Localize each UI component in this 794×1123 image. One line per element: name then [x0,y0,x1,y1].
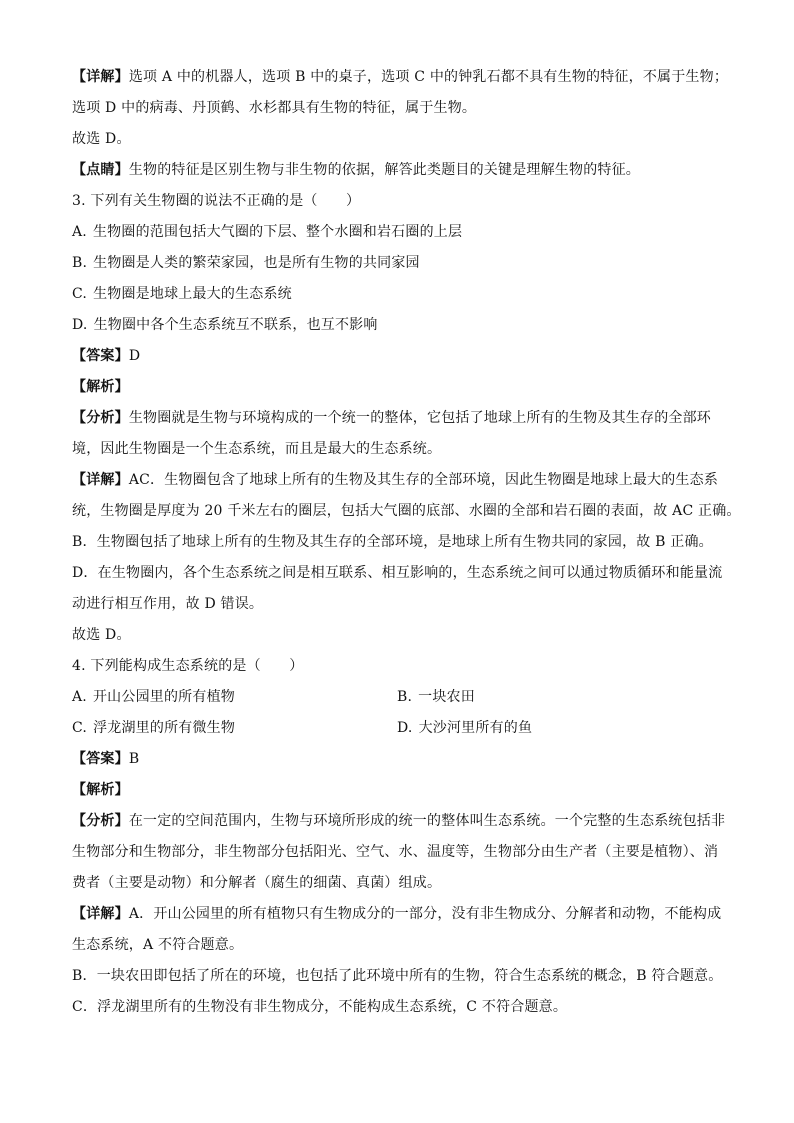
option-d [72,310,722,341]
option-letter: C. [72,720,88,736]
option-letter: D. [72,317,88,333]
section-tag: 【详解】 [72,472,129,488]
detail-paragraph-line: B．一块农田即包括了所在的环境，也包括了此环境中所有的生物，符合生态系统的概念，B 符合题意。 [72,968,723,984]
analysis-heading [72,775,722,806]
detail-paragraph-line: 选项 D 中的病毒、丹顶鹤、水杉都具有生物的特征，属于生物。 [72,100,477,116]
tip-paragraph-line [72,155,722,186]
question-stem: 4. 下列能构成生态系统的是（ ） [72,658,304,674]
option-letter: A. [72,689,87,705]
section-tag: 【解析】 [72,379,129,395]
detail-text: AC．生物圈包含了地球上所有的生物及其生存的全部环境，因此生物圈是地球上最大的生态系 [128,472,719,488]
option-letter: C. [72,286,88,302]
option-c [72,713,397,744]
section-tag: 【分析】 [72,813,129,829]
option-c [72,279,722,310]
option-b [397,682,722,713]
option-text: 开山公园里的所有植物 [92,689,235,705]
detail-text: 选项 A 中的机器人，选项 B 中的桌子，选项 C 中的钟乳石都不具有生物的特征，不属于生物； [128,69,729,85]
option-d [397,713,722,744]
detail-paragraph-line [72,465,722,496]
option-text: 生物圈的范围包括大气圈的下层、整个水圈和岩石圈的上层 [92,224,463,240]
section-tag: 【详解】 [72,69,129,85]
document-page [72,62,741,1023]
option-text: 生物圈中各个生态系统互不联系，也互不影响 [93,317,378,333]
option-a [72,682,397,713]
detail-text: A．开山公园里的所有植物只有生物成分的一部分，没有非生物成分、分解者和动物，不能构成 [128,906,722,922]
section-tag: 【答案】 [72,751,129,767]
detail-paragraph-line: B．生物圈包括了地球上所有的生物及其生存的全部环境，是地球上所有生物共同的家园，故 B 正确。 [72,534,713,550]
detail-paragraph-line: 生态系统，A 不符合题意。 [72,937,244,953]
analysis-paragraph-line [72,806,726,837]
option-text: 浮龙湖里的所有微生物 [93,720,236,736]
option-letter: D. [397,720,413,736]
detail-paragraph-line [72,62,729,93]
option-letter: A. [72,224,87,240]
detail-paragraph-line: 动进行相互作用，故 D 错误。 [72,596,264,612]
answer-line [72,341,722,372]
answer-value: B [128,751,140,767]
option-text: 一块农田 [418,689,475,705]
option-letter: B. [72,255,88,271]
option-text: 生物圈是地球上最大的生态系统 [93,286,292,302]
analysis-text: 生物圈就是生物与环境构成的一个统一的整体，它包括了地球上所有的生物及其生存的全部环 [128,410,712,426]
detail-paragraph-line: C．浮龙湖里所有的生物没有非生物成分，不能构成生态系统，C 不符合题意。 [72,999,568,1015]
section-tag: 【详解】 [72,906,129,922]
conclusion-line: 故选 D。 [72,131,131,147]
analysis-paragraph-line: 费者（主要是动物）和分解者（腐生的细菌、真菌）组成。 [72,875,442,891]
question-stem: 3. 下列有关生物圈的说法不正确的是（ ） [72,193,361,209]
analysis-paragraph-line: 生物部分和生物部分，非生物部分包括阳光、空气、水、温度等，生物部分由生产者（主要是植物）、消 [72,844,719,860]
option-row [72,713,722,744]
section-tag: 【点睛】 [72,162,129,178]
section-tag: 【答案】 [72,348,129,364]
analysis-paragraph-line [72,403,722,434]
option-a [72,217,722,248]
analysis-paragraph-line: 境，因此生物圈是一个生态系统，而且是最大的生态系统。 [72,441,442,457]
analysis-text: 在一定的空间范围内，生物与环境所形成的统一的整体叫生态系统。一个完整的生态系统包括非 [128,813,726,829]
answer-line [72,744,722,775]
detail-paragraph-line: D．在生物圈内，各个生态系统之间是相互联系、相互影响的，生态系统之间可以通过物质循环和能量流 [72,565,723,581]
detail-paragraph-line [72,899,722,930]
section-tag: 【分析】 [72,410,129,426]
detail-paragraph-line: 统，生物圈是厚度为 20 千米左右的圈层，包括大气圈的底部、水圈的全部和岩石圈的表面，故 AC 正确。 [72,503,741,519]
conclusion-line: 故选 D。 [72,627,131,643]
answer-value: D [128,348,141,364]
section-tag: 【解析】 [72,782,129,798]
option-text: 大沙河里所有的鱼 [418,720,533,736]
option-letter: B. [397,689,413,705]
option-row [72,682,722,713]
analysis-heading [72,372,722,403]
tip-text: 生物的特征是区别生物与非生物的依据，解答此类题目的关键是理解生物的特征。 [128,162,641,178]
option-b [72,248,722,279]
option-text: 生物圈是人类的繁荣家园，也是所有生物的共同家园 [93,255,420,271]
